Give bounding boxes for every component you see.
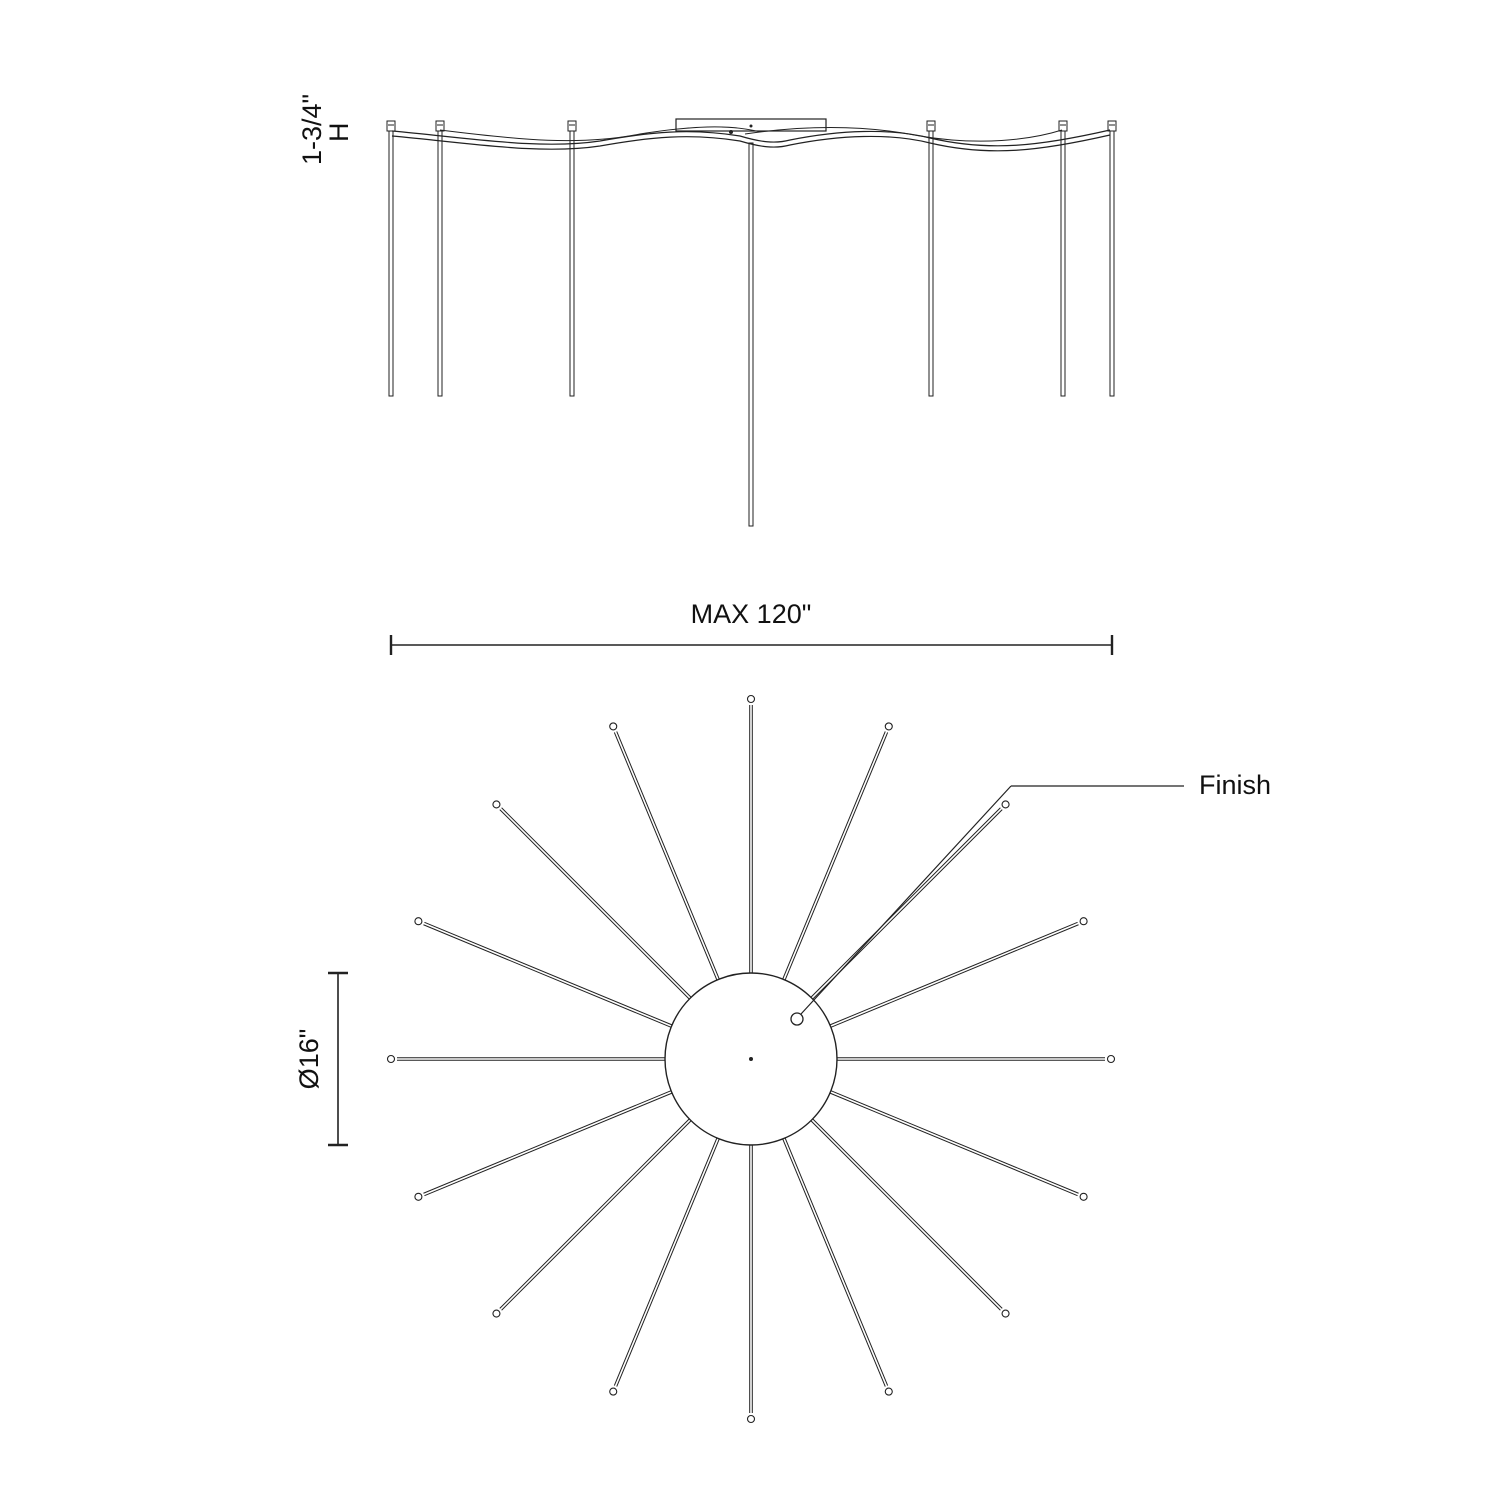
arm-edge <box>830 1093 1078 1196</box>
pendant-rod <box>1061 131 1065 396</box>
arm-tip <box>493 1310 500 1317</box>
finish-callout <box>791 770 1271 1025</box>
radial-arm <box>830 918 1087 1028</box>
arm-tip <box>493 801 500 808</box>
arm-tip <box>388 1056 395 1063</box>
arm-tip <box>1080 918 1087 925</box>
finish-marker <box>791 1013 803 1025</box>
radial-arm <box>811 1119 1009 1317</box>
radial-arm <box>493 1119 691 1317</box>
arm-edge <box>614 1138 717 1386</box>
arm-tip <box>885 1388 892 1395</box>
pendant-rod <box>1110 131 1114 396</box>
height-dimension-label: 1-3/4" <box>297 93 327 165</box>
arm-edge <box>785 732 888 980</box>
finish-callout-label: Finish <box>1199 770 1272 800</box>
plan-view <box>388 696 1115 1423</box>
radial-arm <box>610 1138 720 1395</box>
radial-arm <box>783 723 893 980</box>
rod-cap <box>387 121 395 131</box>
arm-tip <box>415 918 422 925</box>
radial-arm <box>811 801 1009 999</box>
side-elevation-view <box>297 94 1116 526</box>
canopy-dimension <box>294 973 348 1145</box>
arm-tip <box>415 1193 422 1200</box>
radial-arm <box>748 696 755 974</box>
arm-tip <box>885 723 892 730</box>
radial-arm <box>415 1091 672 1201</box>
rod-cap <box>927 121 935 131</box>
rod-cap <box>568 121 576 131</box>
rod-cap <box>1059 121 1067 131</box>
arm-tip <box>748 696 755 703</box>
canopy-dimension-label: Ø16" <box>294 1028 324 1090</box>
radial-arm <box>837 1056 1115 1063</box>
width-dimension <box>391 599 1112 655</box>
arm-tip <box>610 723 617 730</box>
radial-arm <box>610 723 720 980</box>
pendant-rod <box>389 131 393 396</box>
arm-tip <box>1002 801 1009 808</box>
radial-arm <box>830 1091 1087 1201</box>
arm-tip <box>1080 1193 1087 1200</box>
radial-arm <box>388 1056 666 1063</box>
arm-tip <box>748 1416 755 1423</box>
finish-leader-line <box>801 786 1011 1014</box>
canopy-screw <box>729 130 733 134</box>
arm-band <box>440 127 760 141</box>
pendant-rod <box>570 131 574 396</box>
arm-edge <box>424 1093 672 1196</box>
width-dimension-label: MAX 120" <box>690 599 812 629</box>
radial-arm <box>493 801 691 999</box>
radial-arm <box>748 1145 755 1423</box>
rod-cap <box>1108 121 1116 131</box>
arm-edge <box>830 922 1078 1025</box>
arm-edge <box>785 1138 888 1386</box>
height-unit-label: H <box>324 122 354 142</box>
arm-edge <box>424 922 672 1025</box>
canopy-center-point <box>749 1057 753 1061</box>
radial-arm <box>415 918 672 1028</box>
pendant-rod <box>749 143 753 526</box>
pendant-rod <box>929 131 933 396</box>
rod-cap <box>436 121 444 131</box>
arm-edge <box>614 732 717 980</box>
arm-tip <box>1108 1056 1115 1063</box>
pendant-rods <box>387 121 1116 526</box>
arm-tip <box>610 1388 617 1395</box>
canopy-screw <box>750 125 753 128</box>
radial-arm <box>783 1138 893 1395</box>
pendant-rod <box>438 131 442 396</box>
arm-tip <box>1002 1310 1009 1317</box>
